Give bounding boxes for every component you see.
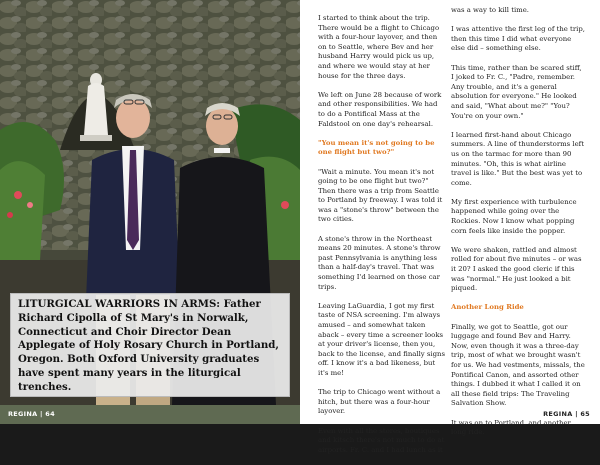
- paragraph: A stone's throw in the Northeast means 20 minutes. A stone's throw past Pennsylvania is anything less than a half-day's travel. That was something I'd learned on those car trips.: [318, 234, 441, 291]
- page-footer-left: REGINA | 64: [8, 410, 55, 418]
- right-page: [300, 0, 600, 454]
- paragraph: It was on to Portland, and another long ride.: [451, 418, 571, 437]
- paragraph: Finally, we got to Seattle, got our luggage and found Bev and Harry. Now, even though it was a three-day trip, most of what we brought wasn't for us. We had vestments, missals, the Pontifical Canon, and assorted other things. I dubbed it what I called it on all these field trips: The Traveling Salvation Show.: [451, 322, 585, 408]
- paragraph: We left on June 28 because of work and other responsibilities. We had to do a Pontifical Mass at the Faldstool on one day's rehearsal.: [318, 90, 442, 128]
- photo-caption: LITURGICAL WARRIORS IN ARMS: Father Richard Cipolla of St Mary's in Norwalk, Connecticut and Choir Director Dean Applegate of Holy Rosary Church in Portland, Oregon. Both Oxford University graduates have spent many years in the liturgical trenches.: [10, 293, 290, 397]
- paragraph: This time, rather than be scared stiff, I joked to Fr. C., "Padre, remember. Any trouble, and it's a general absolution for everyone." He looked and said, "What about me?" "You? You're on your own.": [451, 63, 582, 120]
- paragraph: I was attentive the first leg of the trip, then this time I did what everyone else did – something else.: [451, 25, 585, 53]
- subheading: "You mean it's not going to be one flight but two?": [318, 138, 435, 157]
- article-column-1: [318, 14, 446, 465]
- paragraph: Leaving LaGuardia, I got my first taste of NSA screening. I'm always amused – and somewhat taken aback – every time a screener looks at your driver's license, then you, back to the license, and finally signs off. I know it's a bad likeness, but it's me!: [318, 301, 446, 377]
- paragraph: The trip to Chicago went without a hitch, but there was a four-hour layover.: [318, 388, 441, 416]
- page-footer-right: REGINA | 65: [543, 410, 590, 418]
- paragraph: "Wait a minute. You mean it's not going to be one flight but two?" Then there was a trip from Seattle to Portland by freeway. I was told it was a "stone's throw" between the two cities.: [318, 167, 443, 224]
- article-column-2: [451, 6, 586, 447]
- left-page: [0, 0, 300, 424]
- paragraph: Even with all the stores, boutiques and kitsch there's not much to do at airports. Fr. C. and I had lunch as it: [318, 426, 445, 454]
- paragraph: was a way to kill time.: [451, 6, 529, 14]
- subheading: Another Long Ride: [451, 303, 524, 312]
- paragraph: We were shaken, rattled and almost rolled for about five minutes – or was it 20? I asked the good cleric if this was "normal." He just looked a bit piqued.: [451, 245, 582, 293]
- paragraph: I started to think about the trip. There would be a flight to Chicago with a four-hour layover, and then on to Seattle, where Bev and her husband Harry would pick us up, and where we would stay at her house for the three days.: [318, 14, 440, 80]
- paragraph: My first experience with turbulence happened while going over the Rockies. Now I know what popping corn feels like inside the popper.: [451, 197, 577, 235]
- paragraph: I learned first-hand about Chicago summers. A line of thunderstorms left us on the tarmac for more than 90 minutes. "Oh, this is what airline travel is like." But the best was yet to come.: [451, 130, 584, 187]
